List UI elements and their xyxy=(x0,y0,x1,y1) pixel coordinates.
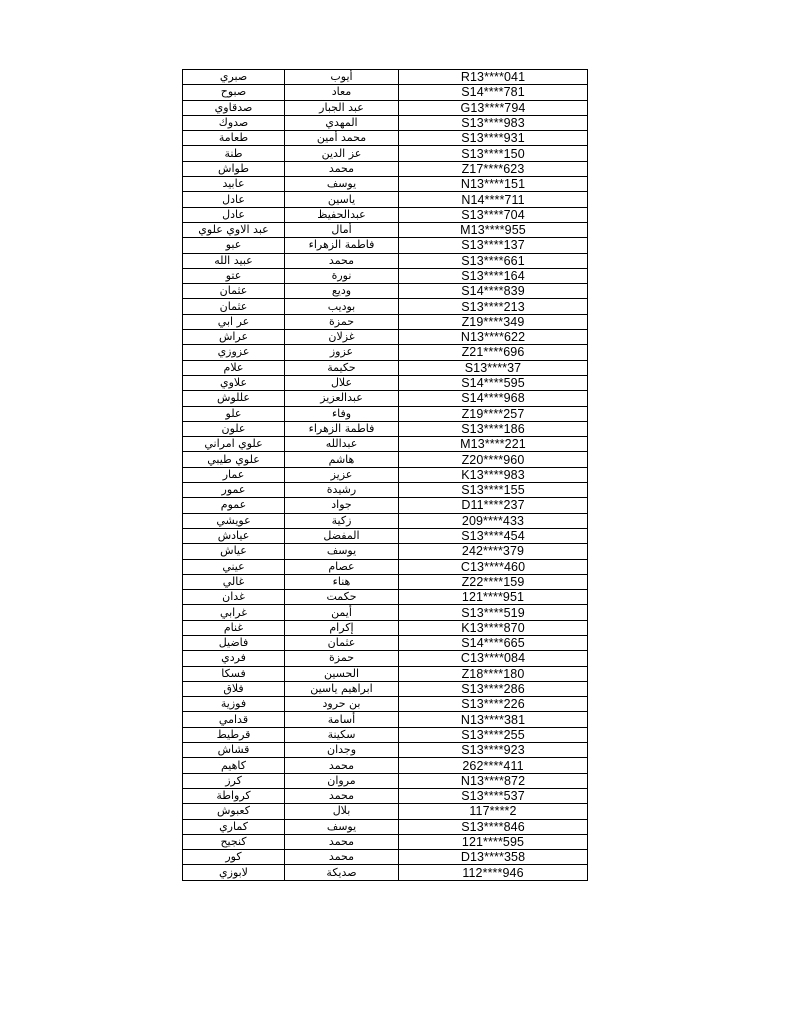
surname-cell: عيني xyxy=(183,559,285,574)
code-cell: S14****665 xyxy=(399,635,588,650)
table-row xyxy=(183,865,588,880)
surname-cell: عمار xyxy=(183,467,285,482)
firstname-cell: يوسف xyxy=(285,544,399,559)
code-cell: 121****951 xyxy=(399,590,588,605)
code-cell: Z19****349 xyxy=(399,314,588,329)
table-row xyxy=(183,161,588,176)
firstname-cell: أمال xyxy=(285,222,399,237)
code-cell: S14****781 xyxy=(399,85,588,100)
table-row xyxy=(183,192,588,207)
table-row xyxy=(183,146,588,161)
firstname-cell: عزوز xyxy=(285,345,399,360)
surname-cell: عيادش xyxy=(183,528,285,543)
surname-cell: كعبوش xyxy=(183,804,285,819)
table-row xyxy=(183,131,588,146)
surname-cell: طواش xyxy=(183,161,285,176)
surname-cell: عادل xyxy=(183,192,285,207)
code-cell: C13****084 xyxy=(399,651,588,666)
firstname-cell: هاشم xyxy=(285,452,399,467)
table-row xyxy=(183,666,588,681)
table-row xyxy=(183,574,588,589)
surname-cell: عياش xyxy=(183,544,285,559)
firstname-cell: عصام xyxy=(285,559,399,574)
code-cell: S14****595 xyxy=(399,375,588,390)
surname-cell: طنة xyxy=(183,146,285,161)
firstname-cell: بن حرود xyxy=(285,697,399,712)
firstname-cell: محمد xyxy=(285,788,399,803)
table-row xyxy=(183,222,588,237)
surname-cell: صدقاوي xyxy=(183,100,285,115)
surname-cell: عثمان xyxy=(183,299,285,314)
table-row xyxy=(183,620,588,635)
code-cell: Z22****159 xyxy=(399,574,588,589)
surname-cell: عراش xyxy=(183,330,285,345)
table-row xyxy=(183,758,588,773)
table-row xyxy=(183,284,588,299)
surname-cell: صدوك xyxy=(183,115,285,130)
surname-cell: عموم xyxy=(183,498,285,513)
surname-cell: غالي xyxy=(183,574,285,589)
code-cell: S13****931 xyxy=(399,131,588,146)
code-cell: S13****923 xyxy=(399,743,588,758)
table-row xyxy=(183,712,588,727)
surname-cell: كماري xyxy=(183,819,285,834)
surname-cell: صبوح xyxy=(183,85,285,100)
code-cell: 121****595 xyxy=(399,834,588,849)
code-cell: M13****221 xyxy=(399,437,588,452)
table-row xyxy=(183,253,588,268)
code-cell: N13****622 xyxy=(399,330,588,345)
table-row xyxy=(183,498,588,513)
surname-cell: غدان xyxy=(183,590,285,605)
code-cell: S13****661 xyxy=(399,253,588,268)
code-cell: 242****379 xyxy=(399,544,588,559)
table-row xyxy=(183,70,588,85)
records-table-body xyxy=(183,70,588,881)
table-row xyxy=(183,559,588,574)
surname-cell: قدامي xyxy=(183,712,285,727)
firstname-cell: أيمن xyxy=(285,605,399,620)
code-cell: S14****968 xyxy=(399,391,588,406)
table-row xyxy=(183,345,588,360)
code-cell: D13****358 xyxy=(399,850,588,865)
surname-cell: كاهيم xyxy=(183,758,285,773)
code-cell: S13****846 xyxy=(399,819,588,834)
surname-cell: فاضيل xyxy=(183,635,285,650)
table-row xyxy=(183,651,588,666)
firstname-cell: عزيز xyxy=(285,467,399,482)
table-row xyxy=(183,467,588,482)
table-row xyxy=(183,743,588,758)
surname-cell: عزوزي xyxy=(183,345,285,360)
code-cell: N13****381 xyxy=(399,712,588,727)
firstname-cell: وفاء xyxy=(285,406,399,421)
table-row xyxy=(183,360,588,375)
firstname-cell: أيوب xyxy=(285,70,399,85)
code-cell: Z18****180 xyxy=(399,666,588,681)
code-cell: N13****151 xyxy=(399,177,588,192)
code-cell: S13****286 xyxy=(399,681,588,696)
table-row xyxy=(183,314,588,329)
code-cell: 117****2 xyxy=(399,804,588,819)
surname-cell: علام xyxy=(183,360,285,375)
surname-cell: طعامة xyxy=(183,131,285,146)
firstname-cell: عبدالعزيز xyxy=(285,391,399,406)
table-row xyxy=(183,635,588,650)
table-row xyxy=(183,590,588,605)
firstname-cell: هناء xyxy=(285,574,399,589)
firstname-cell: محمد xyxy=(285,834,399,849)
surname-cell: علو xyxy=(183,406,285,421)
code-cell: S13****186 xyxy=(399,421,588,436)
firstname-cell: محمد xyxy=(285,758,399,773)
table-row xyxy=(183,681,588,696)
table-row xyxy=(183,452,588,467)
surname-cell: علوي طيبي xyxy=(183,452,285,467)
firstname-cell: عز الدين xyxy=(285,146,399,161)
table-row xyxy=(183,850,588,865)
surname-cell: عمور xyxy=(183,483,285,498)
firstname-cell: محمد xyxy=(285,850,399,865)
code-cell: S13****983 xyxy=(399,115,588,130)
firstname-cell: مروان xyxy=(285,773,399,788)
code-cell: S13****226 xyxy=(399,697,588,712)
code-cell: K13****870 xyxy=(399,620,588,635)
firstname-cell: عبدالحفيظ xyxy=(285,207,399,222)
firstname-cell: نورة xyxy=(285,268,399,283)
surname-cell: عابيد xyxy=(183,177,285,192)
table-row xyxy=(183,727,588,742)
surname-cell: فلاق xyxy=(183,681,285,696)
firstname-cell: صديكة xyxy=(285,865,399,880)
table-row xyxy=(183,177,588,192)
firstname-cell: عبدالله xyxy=(285,437,399,452)
table-row xyxy=(183,421,588,436)
firstname-cell: وديع xyxy=(285,284,399,299)
surname-cell: عبد الاوي علوي xyxy=(183,222,285,237)
firstname-cell: حمزة xyxy=(285,651,399,666)
surname-cell: عبو xyxy=(183,238,285,253)
table-row xyxy=(183,773,588,788)
surname-cell: قشاش xyxy=(183,743,285,758)
records-table xyxy=(182,69,588,881)
firstname-cell: يوسف xyxy=(285,177,399,192)
firstname-cell: يوسف xyxy=(285,819,399,834)
code-cell: R13****041 xyxy=(399,70,588,85)
surname-cell: صبري xyxy=(183,70,285,85)
table-row xyxy=(183,483,588,498)
firstname-cell: محمد xyxy=(285,161,399,176)
firstname-cell: وجدان xyxy=(285,743,399,758)
table-row xyxy=(183,513,588,528)
code-cell: G13****794 xyxy=(399,100,588,115)
table-row xyxy=(183,115,588,130)
firstname-cell: معاد xyxy=(285,85,399,100)
surname-cell: غرابي xyxy=(183,605,285,620)
surname-cell: عادل xyxy=(183,207,285,222)
code-cell: S13****255 xyxy=(399,727,588,742)
table-row xyxy=(183,437,588,452)
surname-cell: فسكا xyxy=(183,666,285,681)
code-cell: S13****37 xyxy=(399,360,588,375)
surname-cell: عللوش xyxy=(183,391,285,406)
code-cell: 262****411 xyxy=(399,758,588,773)
code-cell: S13****155 xyxy=(399,483,588,498)
table-row xyxy=(183,85,588,100)
surname-cell: كور xyxy=(183,850,285,865)
code-cell: 209****433 xyxy=(399,513,588,528)
surname-cell: فردي xyxy=(183,651,285,666)
surname-cell: كرواطة xyxy=(183,788,285,803)
table-row xyxy=(183,697,588,712)
code-cell: N13****872 xyxy=(399,773,588,788)
firstname-cell: زكية xyxy=(285,513,399,528)
firstname-cell: أسامة xyxy=(285,712,399,727)
firstname-cell: المفضل xyxy=(285,528,399,543)
table-row xyxy=(183,391,588,406)
code-cell: S13****164 xyxy=(399,268,588,283)
firstname-cell: فاطمة الزهراء xyxy=(285,238,399,253)
surname-cell: قرطيط xyxy=(183,727,285,742)
table-row xyxy=(183,804,588,819)
surname-cell: علاوي xyxy=(183,375,285,390)
table-row xyxy=(183,819,588,834)
surname-cell: لابوزي xyxy=(183,865,285,880)
firstname-cell: حكمت xyxy=(285,590,399,605)
code-cell: C13****460 xyxy=(399,559,588,574)
surname-cell: عبيد الله xyxy=(183,253,285,268)
firstname-cell: عثمان xyxy=(285,635,399,650)
firstname-cell: الحسين xyxy=(285,666,399,681)
table-row xyxy=(183,375,588,390)
code-cell: S13****537 xyxy=(399,788,588,803)
firstname-cell: حمزة xyxy=(285,314,399,329)
code-cell: N14****711 xyxy=(399,192,588,207)
firstname-cell: فاطمة الزهراء xyxy=(285,421,399,436)
firstname-cell: إكرام xyxy=(285,620,399,635)
code-cell: K13****983 xyxy=(399,467,588,482)
firstname-cell: سكينة xyxy=(285,727,399,742)
code-cell: S13****213 xyxy=(399,299,588,314)
code-cell: S13****519 xyxy=(399,605,588,620)
code-cell: S14****839 xyxy=(399,284,588,299)
surname-cell: عويشي xyxy=(183,513,285,528)
firstname-cell: حكيمة xyxy=(285,360,399,375)
table-row xyxy=(183,268,588,283)
firstname-cell: المهدي xyxy=(285,115,399,130)
table-row xyxy=(183,834,588,849)
surname-cell: عتو xyxy=(183,268,285,283)
table-row xyxy=(183,238,588,253)
code-cell: D11****237 xyxy=(399,498,588,513)
code-cell: S13****704 xyxy=(399,207,588,222)
table-row xyxy=(183,406,588,421)
table-row xyxy=(183,100,588,115)
code-cell: M13****955 xyxy=(399,222,588,237)
surname-cell: كرز xyxy=(183,773,285,788)
surname-cell: فوزية xyxy=(183,697,285,712)
surname-cell: علوي امراني xyxy=(183,437,285,452)
table-row xyxy=(183,544,588,559)
surname-cell: كنجيح xyxy=(183,834,285,849)
code-cell: Z21****696 xyxy=(399,345,588,360)
firstname-cell: جواد xyxy=(285,498,399,513)
table-row xyxy=(183,788,588,803)
code-cell: 112****946 xyxy=(399,865,588,880)
firstname-cell: محمد xyxy=(285,253,399,268)
firstname-cell: بوديب xyxy=(285,299,399,314)
surname-cell: علون xyxy=(183,421,285,436)
code-cell: Z17****623 xyxy=(399,161,588,176)
table-row xyxy=(183,528,588,543)
firstname-cell: رشيدة xyxy=(285,483,399,498)
code-cell: S13****454 xyxy=(399,528,588,543)
surname-cell: عثمان xyxy=(183,284,285,299)
firstname-cell: عبد الجبار xyxy=(285,100,399,115)
firstname-cell: ابراهيم ياسين xyxy=(285,681,399,696)
firstname-cell: علال xyxy=(285,375,399,390)
code-cell: S13****150 xyxy=(399,146,588,161)
firstname-cell: غزلان xyxy=(285,330,399,345)
firstname-cell: ياسين xyxy=(285,192,399,207)
firstname-cell: محمد أمين xyxy=(285,131,399,146)
surname-cell: غنام xyxy=(183,620,285,635)
surname-cell: عر ابي xyxy=(183,314,285,329)
code-cell: Z20****960 xyxy=(399,452,588,467)
firstname-cell: بلال xyxy=(285,804,399,819)
table-row xyxy=(183,207,588,222)
table-row xyxy=(183,330,588,345)
table-row xyxy=(183,605,588,620)
code-cell: Z19****257 xyxy=(399,406,588,421)
table-row xyxy=(183,299,588,314)
code-cell: S13****137 xyxy=(399,238,588,253)
